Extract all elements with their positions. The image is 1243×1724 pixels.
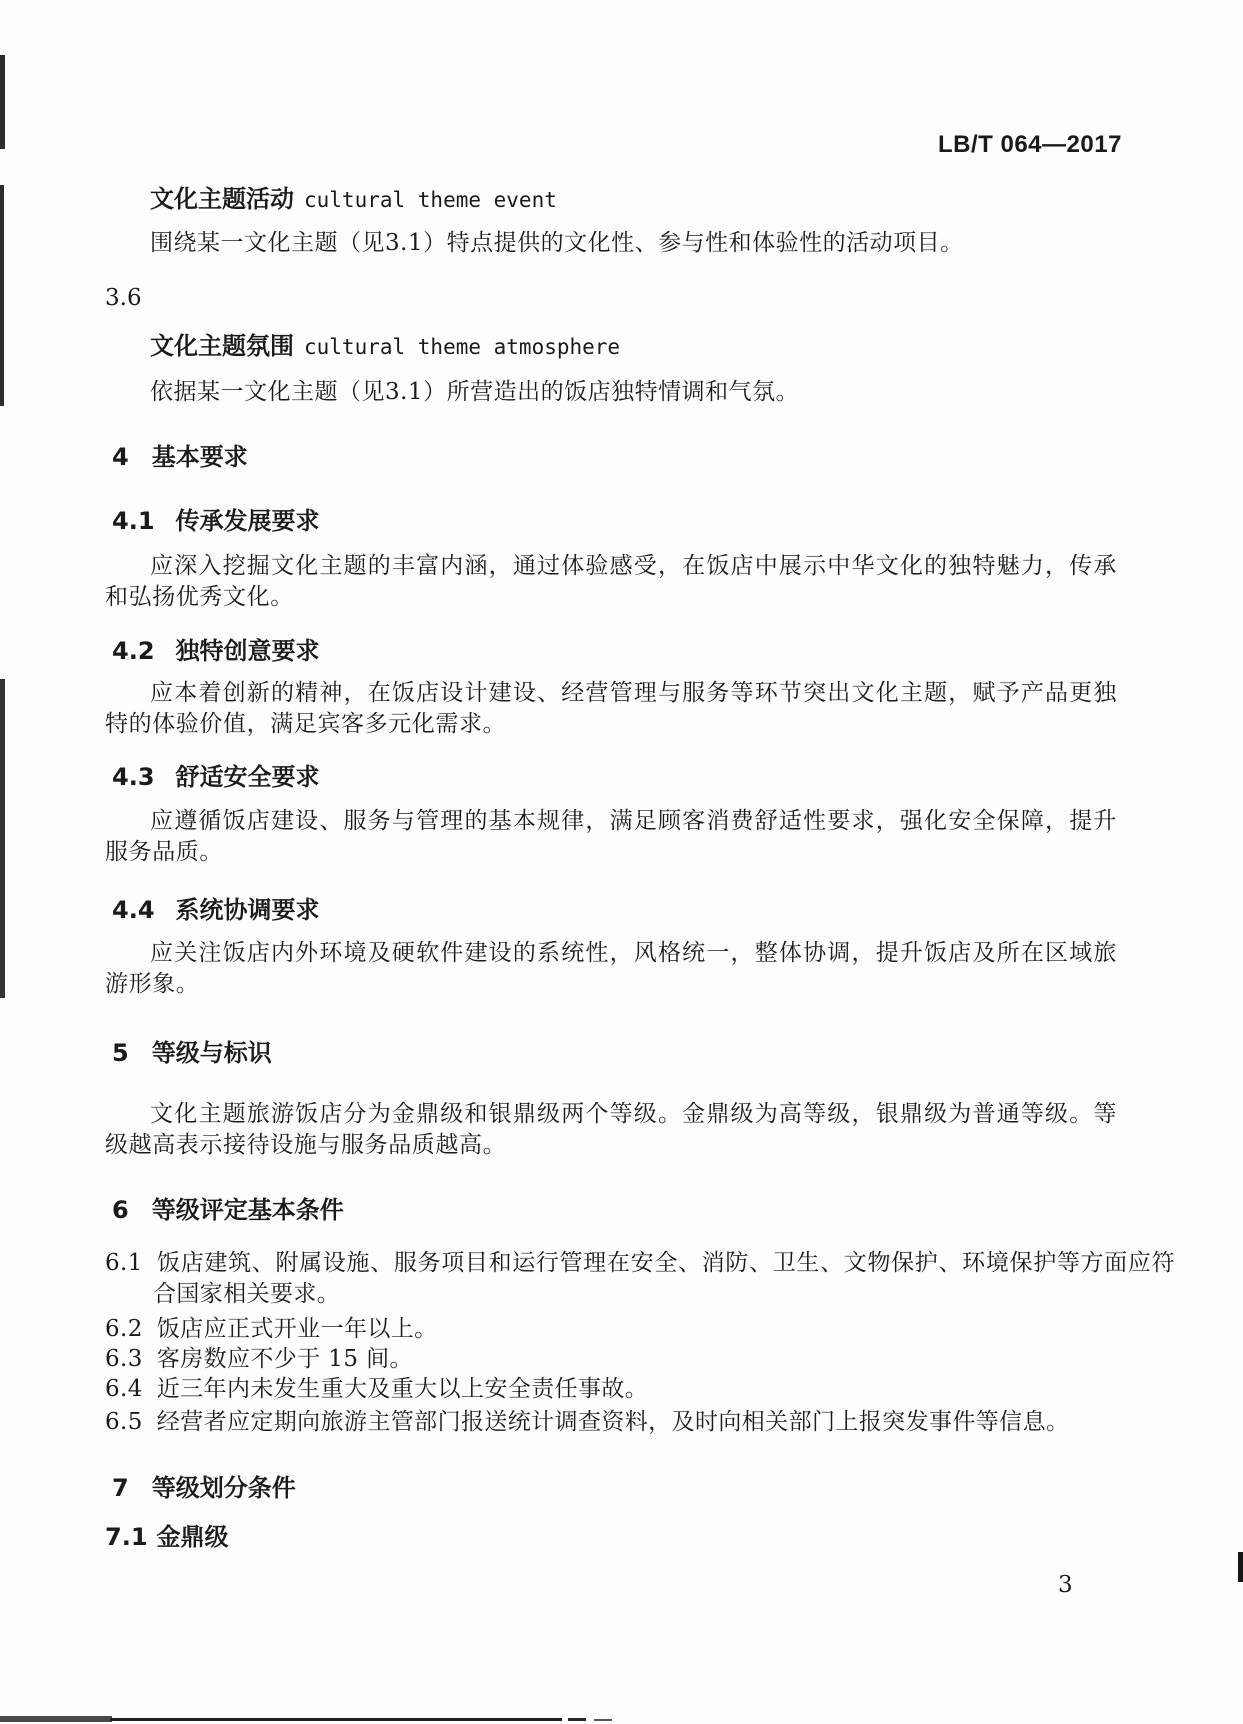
term-title-en: cultural theme event <box>304 188 557 212</box>
clause-4-3-body: 应遵循饭店建设、服务与管理的基本规律，满足顾客消费舒适性要求，强化安全保障，提升服务品质。 <box>105 808 1117 865</box>
term-title-en: cultural theme atmosphere <box>304 335 621 359</box>
clause-4-3-heading <box>112 764 320 790</box>
term-definition: 围绕某一文化主题（见3.1）特点提供的文化性、参与性和体验性的活动项目。 <box>150 230 964 256</box>
clause-number: 4.1 <box>112 507 155 535</box>
clause-4-2-heading <box>112 638 320 664</box>
standard-code-header: LB/T 064—2017 <box>938 131 1122 158</box>
clause-title: 金鼎级 <box>156 1523 229 1551</box>
scan-artifact-bottom-bar <box>0 1716 112 1722</box>
clause-4-4-heading <box>112 897 320 923</box>
scan-artifact-bottom-bar <box>110 1718 562 1721</box>
clause-number: 7 <box>112 1474 129 1502</box>
item-text: 经营者应定期向旅游主管部门报送统计调查资料，及时向相关部门上报突发事件等信息。 <box>156 1409 1070 1435</box>
clause-number: 6 <box>112 1196 129 1224</box>
term-title-zh: 文化主题氛围 <box>150 332 294 360</box>
clause-4-heading <box>112 444 248 470</box>
item-number: 6.5 <box>105 1409 143 1435</box>
term-heading-cultural-theme-event <box>150 187 557 211</box>
term-heading-cultural-theme-atmosphere <box>150 334 620 358</box>
item-number: 6.3 <box>105 1346 143 1372</box>
item-text: 饭店应正式开业一年以上。 <box>156 1316 438 1342</box>
clause-title: 基本要求 <box>151 443 248 471</box>
clause-6-heading <box>112 1197 344 1223</box>
clause-title: 等级评定基本条件 <box>151 1196 344 1224</box>
clause-title: 系统协调要求 <box>175 896 320 924</box>
clause-title: 传承发展要求 <box>175 507 320 535</box>
clause-number: 5 <box>112 1039 129 1067</box>
scan-artifact-right-mark <box>1238 1552 1243 1582</box>
scan-artifact-bottom-dash <box>594 1719 612 1721</box>
clause-6-3-item <box>105 1344 1175 1375</box>
clause-title: 舒适安全要求 <box>175 763 320 791</box>
clause-title: 独特创意要求 <box>175 637 320 665</box>
scan-artifact-left-bar <box>0 679 5 998</box>
clause-4-1-body: 应深入挖掘文化主题的丰富内涵，通过体验感受，在饭店中展示中华文化的独特魅力，传承和弘扬优秀文化。 <box>105 553 1117 610</box>
clause-number: 7.1 <box>105 1523 148 1551</box>
clause-number: 4.3 <box>112 763 155 791</box>
term-definition: 依据某一文化主题（见3.1）所营造出的饭店独特情调和气氛。 <box>150 379 800 405</box>
clause-title: 等级划分条件 <box>151 1474 296 1502</box>
clause-number: 4.4 <box>112 896 155 924</box>
clause-6-4-item <box>105 1374 1175 1405</box>
clause-4-2-body: 应本着创新的精神，在饭店设计建设、经营管理与服务等环节突出文化主题，赋予产品更独特的体验价值，满足宾客多元化需求。 <box>105 680 1117 737</box>
clause-number: 4.2 <box>112 637 155 665</box>
page-number: 3 <box>1058 1572 1073 1598</box>
scan-artifact-left-bar <box>0 185 4 406</box>
clause-5-heading <box>112 1040 272 1066</box>
item-number: 6.1 <box>105 1250 143 1276</box>
clause-5-body: 文化主题旅游饭店分为金鼎级和银鼎级两个等级。金鼎级为高等级，银鼎级为普通等级。等级越高表示接待设施与服务品质越高。 <box>105 1101 1117 1158</box>
clause-7-heading <box>112 1475 296 1501</box>
clause-number: 4 <box>112 443 129 471</box>
item-text: 饭店建筑、附属设施、服务项目和运行管理在安全、消防、卫生、文物保护、环境保护等方面应符合国家相关要求。 <box>153 1250 1175 1307</box>
clause-6-1-item <box>105 1248 1175 1310</box>
item-text: 近三年内未发生重大及重大以上安全责任事故。 <box>156 1376 649 1402</box>
term-number-3-6: 3.6 <box>105 285 142 311</box>
item-number: 6.4 <box>105 1376 143 1402</box>
clause-7-1-heading <box>105 1524 229 1550</box>
clause-title: 等级与标识 <box>151 1039 272 1067</box>
scan-artifact-bottom-dash <box>568 1718 586 1721</box>
term-title-zh: 文化主题活动 <box>150 185 294 213</box>
item-text: 客房数应不少于 15 间。 <box>156 1346 413 1372</box>
item-number: 6.2 <box>105 1316 143 1342</box>
clause-6-2-item <box>105 1314 1175 1345</box>
clause-6-5-item <box>105 1407 1175 1438</box>
scan-artifact-left-bar <box>0 55 5 149</box>
clause-4-1-heading <box>112 508 320 534</box>
clause-4-4-body: 应关注饭店内外环境及硬软件建设的系统性，风格统一，整体协调，提升饭店及所在区域旅游形象。 <box>105 940 1117 997</box>
